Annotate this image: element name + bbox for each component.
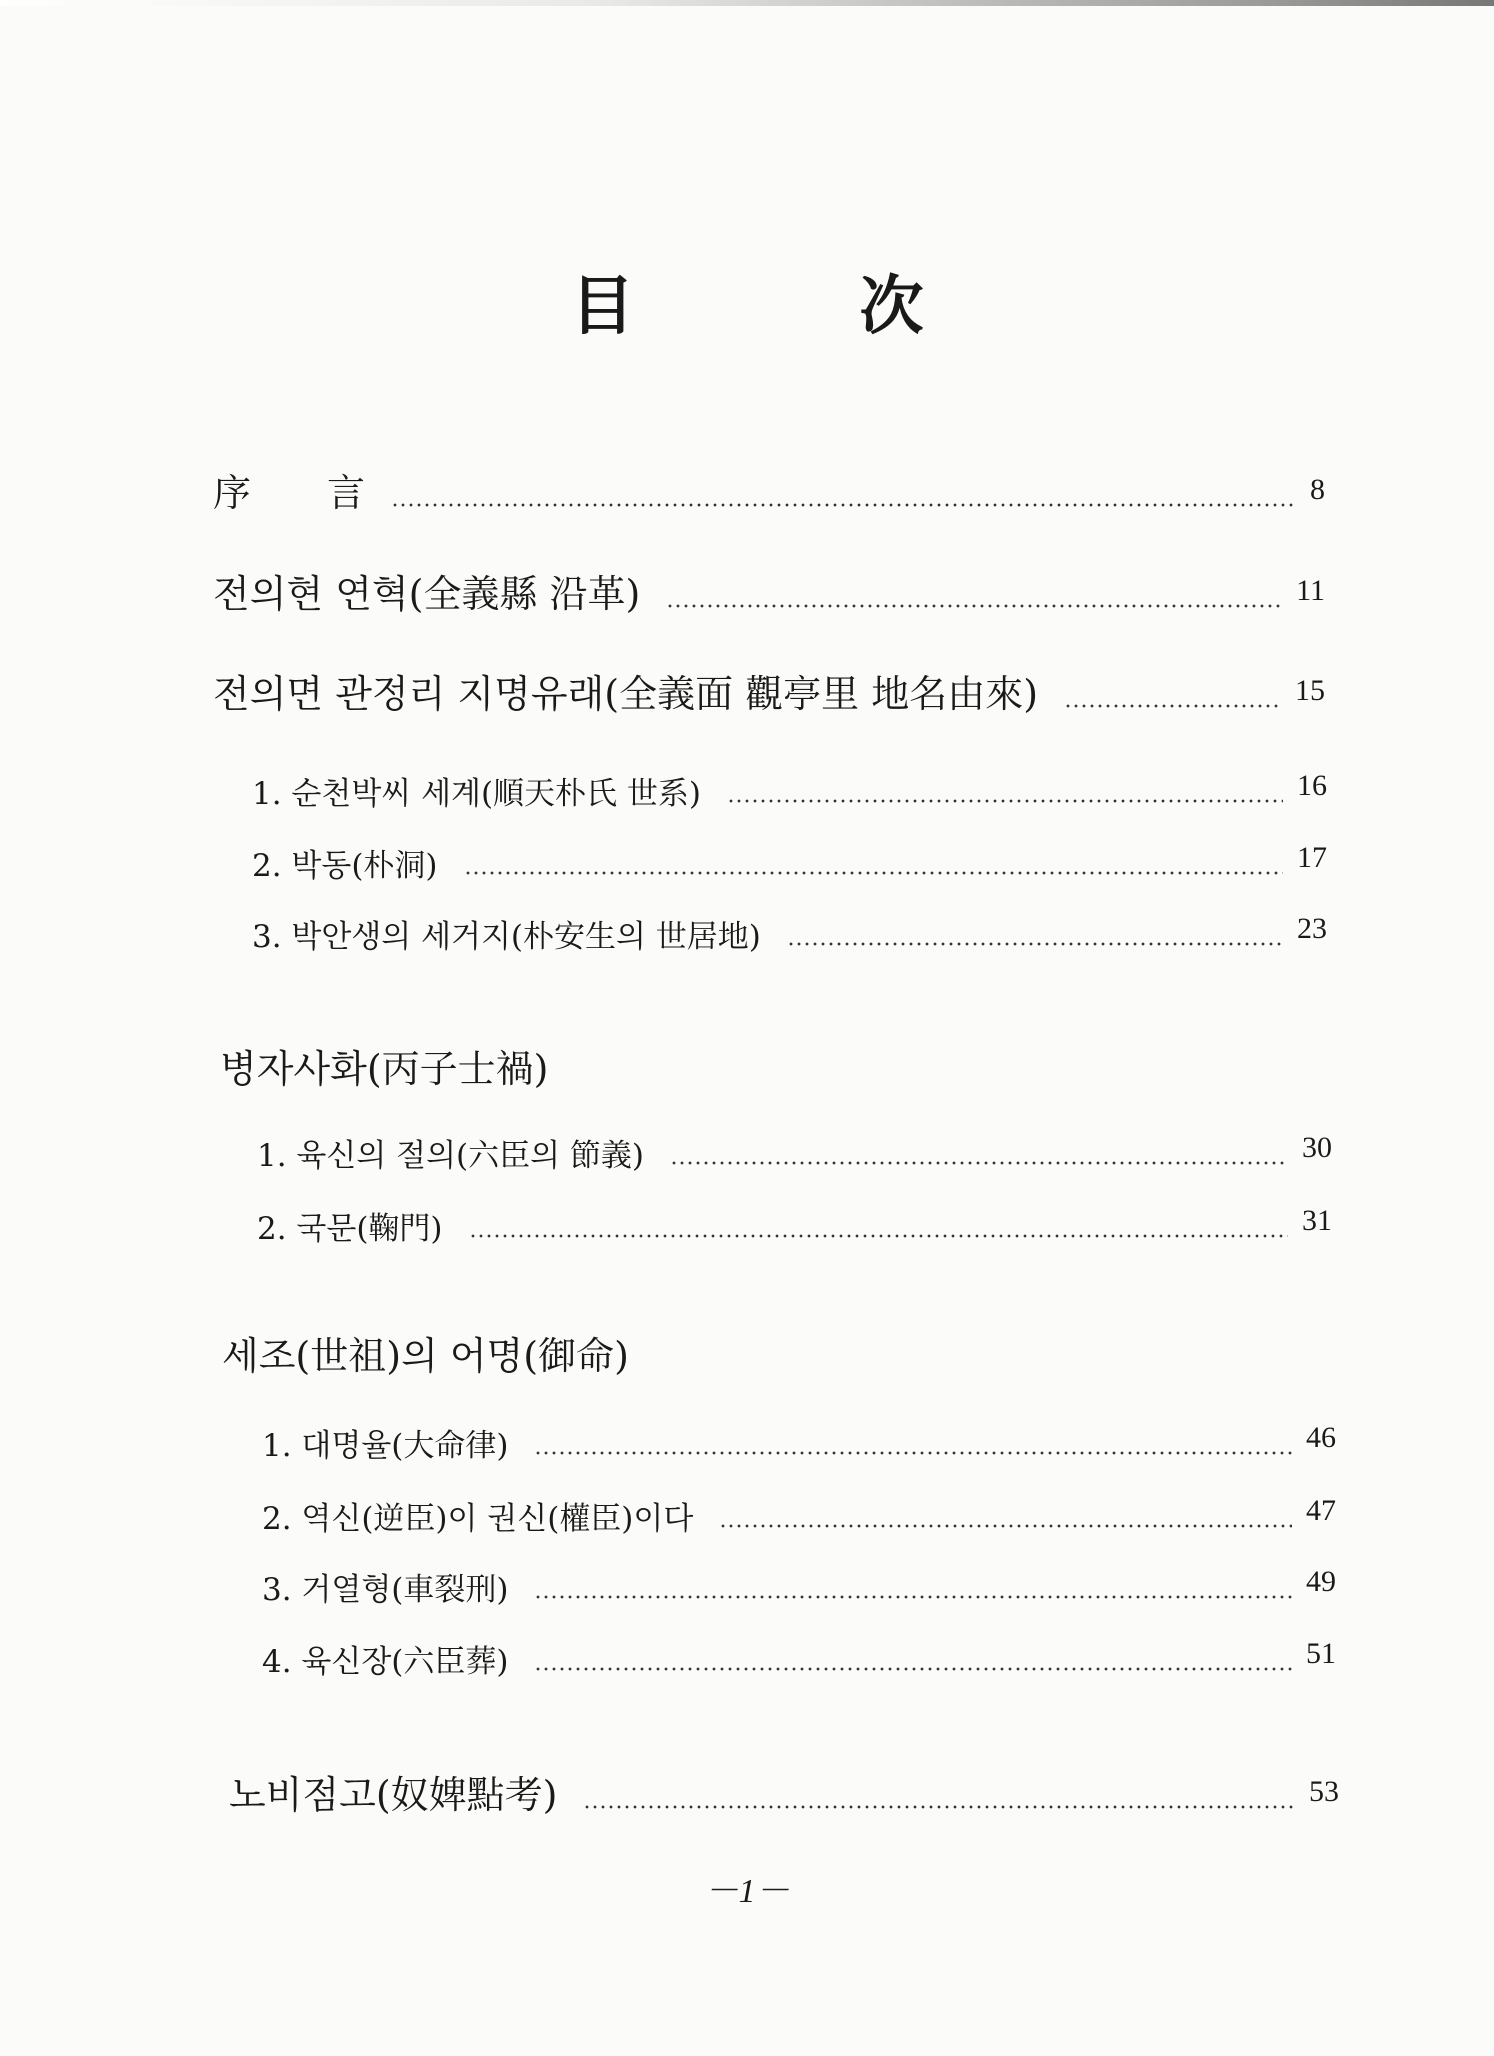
toc-page-number: 15	[1295, 674, 1325, 707]
toc-subentry[interactable]	[252, 840, 1327, 885]
dot-leader	[469, 1234, 1288, 1238]
toc-subentry[interactable]	[257, 1203, 1332, 1248]
toc-entry-label: 1. 순천박씨 세계(順天朴氏 世系)	[252, 776, 702, 812]
toc-entry-label: 1. 육신의 절의(六臣의 節義)	[257, 1138, 645, 1174]
toc-entry-label: 4. 육신장(六臣葬)	[262, 1644, 509, 1680]
toc-page-number: 30	[1302, 1131, 1332, 1164]
toc-subentry[interactable]	[252, 911, 1327, 956]
toc-entry-label: 2. 박동(朴洞)	[252, 848, 438, 884]
toc-page-number: 49	[1306, 1565, 1336, 1598]
toc-page-number: 46	[1306, 1421, 1336, 1454]
toc-page-number: 8	[1310, 473, 1325, 506]
dot-leader	[666, 604, 1282, 608]
toc-entry-place-name[interactable]	[213, 663, 1325, 718]
toc-entry-label: 전의면 관정리 지명유래(全義面 觀亭里 地名由來)	[213, 672, 1039, 716]
dot-leader	[670, 1161, 1288, 1165]
title-char-1: 目	[570, 269, 635, 344]
toc-entry-label: 1. 대명율(大命律)	[262, 1428, 509, 1464]
toc-entry-label: 전의현 연혁(全義縣 沿革)	[213, 572, 641, 616]
toc-page-number: 31	[1302, 1204, 1332, 1237]
toc-entry-label: 2. 국문(鞠門)	[257, 1211, 443, 1247]
toc-heading-sejo[interactable]: 세조(世祖)의 어명(御命)	[222, 1334, 629, 1378]
toc-page-number: 16	[1297, 769, 1327, 802]
page-number-footer: －1－	[704, 1873, 790, 1910]
toc-entry-nobi[interactable]	[229, 1764, 1339, 1819]
toc-page-number: 17	[1297, 841, 1327, 874]
toc-entry-label: 노비점고(奴婢點考)	[229, 1773, 558, 1817]
dot-leader	[464, 871, 1283, 875]
toc-entry-label: 3. 거열형(車裂刑)	[262, 1572, 509, 1608]
toc-page-number: 11	[1296, 574, 1325, 607]
dot-leader	[391, 503, 1296, 507]
dot-leader	[534, 1451, 1292, 1455]
toc-entry-preface[interactable]	[213, 462, 1325, 517]
toc-subentry[interactable]	[262, 1636, 1336, 1681]
dot-leader	[583, 1805, 1295, 1809]
toc-subentry[interactable]	[262, 1564, 1336, 1609]
dot-leader	[719, 1524, 1292, 1528]
toc-page-number: 51	[1306, 1637, 1336, 1670]
toc-subentry[interactable]	[262, 1420, 1336, 1465]
title-char-2: 次	[859, 269, 924, 344]
toc-entry-history[interactable]	[213, 563, 1325, 618]
dot-leader	[727, 799, 1283, 803]
dot-leader	[787, 942, 1283, 946]
toc-entry-label: 2. 역신(逆臣)이 권신(權臣)이다	[262, 1501, 694, 1537]
toc-page-number: 47	[1306, 1494, 1336, 1527]
toc-page-number: 53	[1309, 1775, 1339, 1808]
dot-leader	[534, 1595, 1292, 1599]
toc-page-number: 23	[1297, 912, 1327, 945]
toc-subentry[interactable]	[252, 768, 1327, 813]
toc-heading-byeongja[interactable]: 병자사화(丙子士禍)	[220, 1047, 549, 1091]
toc-subentry[interactable]	[262, 1493, 1336, 1538]
toc-subentry[interactable]	[257, 1130, 1332, 1175]
toc-entry-label: 3. 박안생의 세거지(朴安生의 世居地)	[252, 919, 761, 955]
toc-entry-label: 序 言	[213, 471, 366, 515]
dot-leader	[534, 1667, 1292, 1671]
dot-leader	[1064, 704, 1281, 708]
